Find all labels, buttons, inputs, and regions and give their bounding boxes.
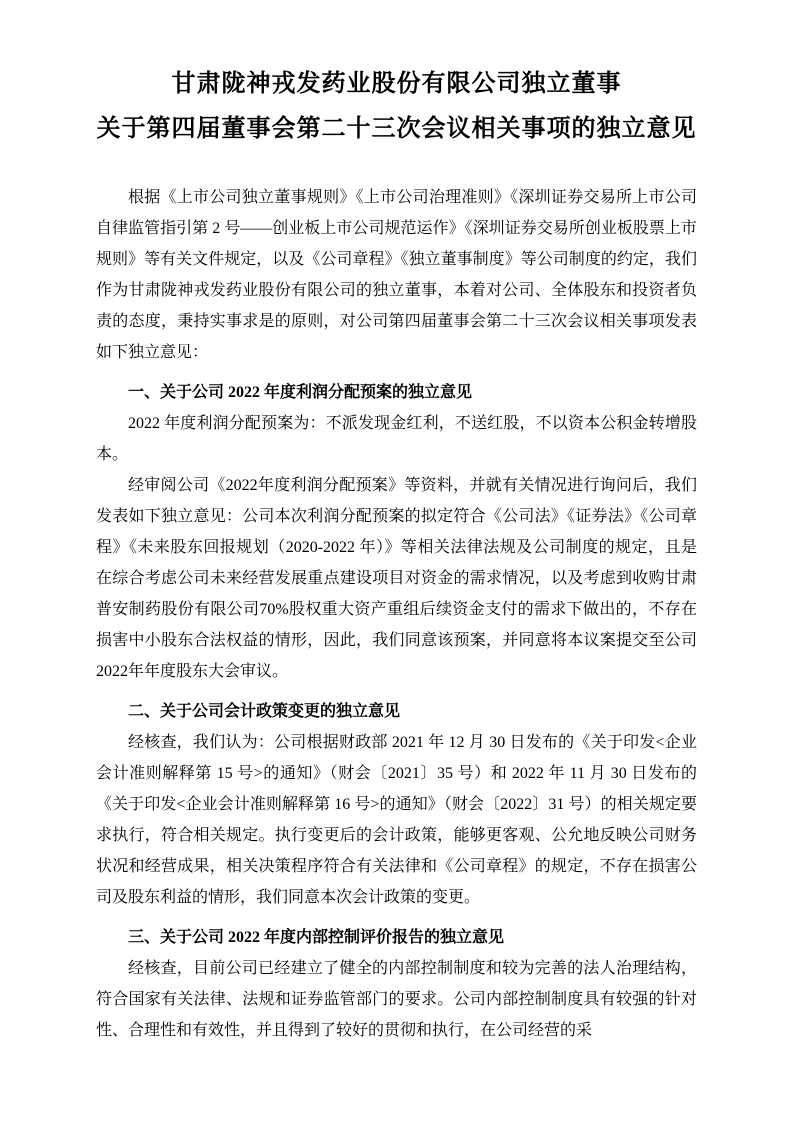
section-3-heading: 三、关于公司 2022 年度内部控制评价报告的独立意见 bbox=[128, 929, 505, 946]
section-2-heading: 二、关于公司会计政策变更的独立意见 bbox=[128, 703, 401, 720]
section-3-paragraph-1: 经核查，目前公司已经建立了健全的内部控制制度和较为完善的法人治理结构，符合国家有关法律、法规和证券监管部门的要求。公司内部控制制度具有较强的针对性、合理性和有效性，并且得到了较好的贯彻和执行，在公司经营的采 bbox=[96, 960, 697, 1039]
section-1-paragraph-2: 经审阅公司《2022年度利润分配预案》等资料，并就有关情况进行询问后，我们发表如下独立意见：公司本次利润分配预案的拟定符合《公司法》《证券法》《公司章程》《未来股东回报规划（2020-2022 年）》等相关法律法规及公司制度的规定，且是在综合考虑公司未来经营发展重点建设项目对资金的需求情况，以及考虑到收购甘肃普安制药股份有限公司70%股权重大资产重组后续资金支付的需求下做出的，不存在损害中小股东合法权益的情形，因此，我们同意该预案，并同意将本议案提交至公司 2022年年度股东大会审议。 bbox=[96, 477, 697, 680]
document-title bbox=[96, 62, 697, 152]
section-1-paragraph-1: 2022 年度利润分配预案为：不派发现金红利，不送红股，不以资本公积金转增股本。 bbox=[96, 415, 697, 463]
section-2-paragraph-1: 经核查，我们认为：公司根据财政部 2021 年 12 月 30 日发布的《关于印发<企业会计准则解释第 15 号>的通知》（财会〔2021〕35 号）和 2022 年 11 月 30 日发布的《关于印发<企业会计准则解释第 16 号>的通知》（财会〔2022〕31 号）的相关规定要求执行，符合相关规定。执行变更后的会计政策，能够更客观、公允地反映公司财务状况和经营成果，相关决策程序符合有关法律和《公司章程》的规定，不存在损害公司及股东利益的情形，我们同意本次会计政策的变更。 bbox=[96, 734, 697, 906]
document-title-line-1: 甘肃陇神戎发药业股份有限公司独立董事 bbox=[171, 71, 622, 97]
document-title-line-2: 关于第四届董事会第二十三次会议相关事项的独立意见 bbox=[96, 116, 697, 142]
intro-paragraph: 根据《上市公司独立董事规则》《上市公司治理准则》《深圳证券交易所上市公司自律监管指引第 2 号——创业板上市公司规范运作》《深圳证券交易所创业板股票上市规则》等有关文件规定，以及《公司章程》《独立董事制度》等公司制度的约定，我们作为甘肃陇神戎发药业股份有限公司的独立董事，本着对公司、全体股东和投资者负责的态度，秉持实事求是的原则，对公司第四届董事会第二十三次会议相关事项发表如下独立意见： bbox=[96, 189, 697, 361]
section-1-heading: 一、关于公司 2022 年度利润分配预案的独立意见 bbox=[128, 384, 473, 401]
